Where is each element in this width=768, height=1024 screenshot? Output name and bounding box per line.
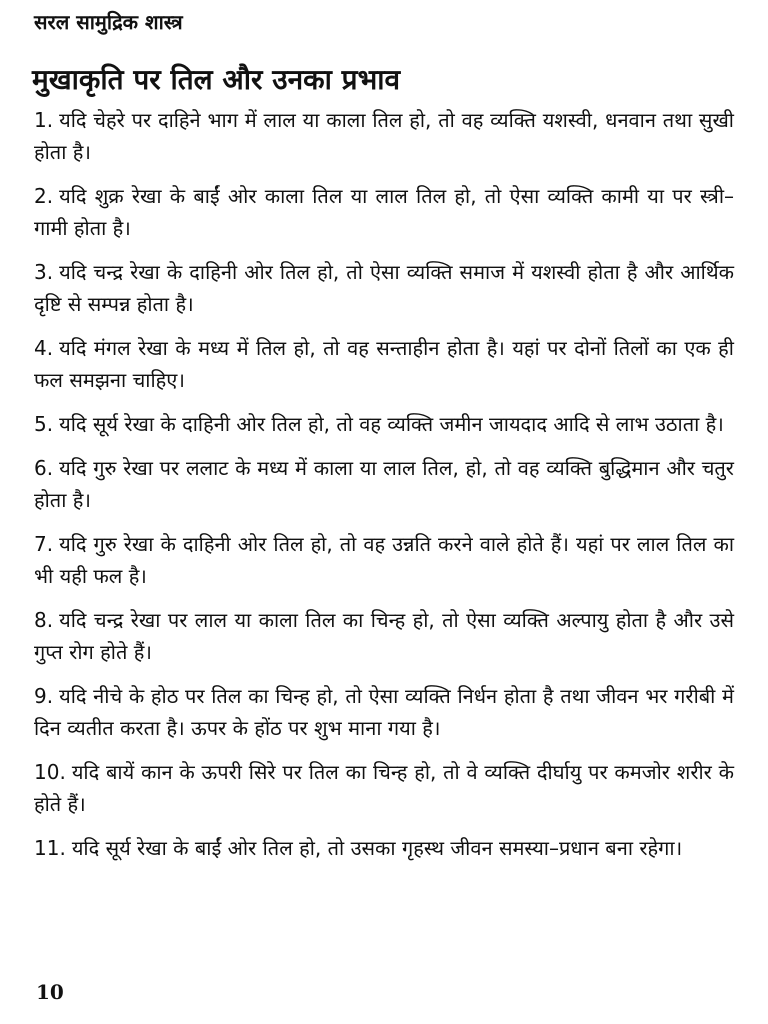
list-item-7 (34, 528, 734, 592)
item-text: यदि शुक्र रेखा के बाईं ओर काला तिल या लाल तिल हो, तो ऐसा व्यक्ति कामी या पर स्त्री–गामी होता है। (34, 184, 734, 240)
item-text: यदि नीचे के होठ पर तिल का चिन्ह हो, तो ऐसा व्यक्ति निर्धन होता है तथा जीवन भर गरीबी में दिन व्यतीत करता है। ऊपर के होंठ पर शुभ माना गया है। (34, 684, 734, 740)
list-item-11 (34, 832, 734, 864)
item-text: यदि मंगल रेखा के मध्य में तिल हो, तो वह सन्ताहीन होता है। यहां पर दोनों तिलों का एक ही फल समझना चाहिए। (34, 336, 734, 392)
item-text: यदि चन्द्र रेखा के दाहिनी ओर तिल हो, तो ऐसा व्यक्ति समाज में यशस्वी होता है और आर्थिक दृष्टि से सम्पन्न होता है। (34, 260, 734, 316)
list-item-3 (34, 256, 734, 320)
list-item-9 (34, 680, 734, 744)
item-text: यदि गुरु रेखा पर ललाट के मध्य में काला या लाल तिल, हो, तो वह व्यक्ति बुद्धिमान और चतुर होता है। (34, 456, 734, 512)
item-number: 11. (34, 836, 66, 860)
item-text: यदि चन्द्र रेखा पर लाल या काला तिल का चिन्ह हो, तो ऐसा व्यक्ति अल्पायु होता है और उसे गुप्त रोग होते हैं। (34, 608, 734, 664)
list-item-2 (34, 180, 734, 244)
mole-effects-list (34, 104, 734, 876)
item-text: यदि बायें कान के ऊपरी सिरे पर तिल का चिन्ह हो, तो वे व्यक्ति दीर्घायु पर कमजोर शरीर के होते हैं। (34, 760, 734, 816)
section-title: मुखाकृति पर तिल और उनका प्रभाव (32, 63, 401, 96)
item-number: 1. (34, 108, 54, 132)
list-item-8 (34, 604, 734, 668)
page-number: 10 (36, 980, 64, 1004)
item-number: 8. (34, 608, 54, 632)
item-number: 7. (34, 532, 54, 556)
item-number: 9. (34, 684, 54, 708)
item-text: यदि सूर्य रेखा के दाहिनी ओर तिल हो, तो वह व्यक्ति जमीन जायदाद आदि से लाभ उठाता है। (59, 412, 724, 436)
item-number: 4. (34, 336, 54, 360)
item-number: 3. (34, 260, 54, 284)
item-number: 6. (34, 456, 54, 480)
item-text: यदि सूर्य रेखा के बाईं ओर तिल हो, तो उसका गृहस्थ जीवन समस्या–प्रधान बना रहेगा। (71, 836, 683, 860)
item-text: यदि गुरु रेखा के दाहिनी ओर तिल हो, तो वह उन्नति करने वाले होते हैं। यहां पर लाल तिल का भी यही फल है। (34, 532, 734, 588)
running-header: सरल सामुद्रिक शास्त्र (34, 10, 183, 34)
list-item-6 (34, 452, 734, 516)
item-number: 5. (34, 412, 54, 436)
list-item-4 (34, 332, 734, 396)
list-item-1 (34, 104, 734, 168)
item-number: 2. (34, 184, 54, 208)
list-item-10 (34, 756, 734, 820)
item-number: 10. (34, 760, 66, 784)
list-item-5 (34, 408, 734, 440)
item-text: यदि चेहरे पर दाहिने भाग में लाल या काला तिल हो, तो वह व्यक्ति यशस्वी, धनवान तथा सुखी होता है। (34, 108, 734, 164)
